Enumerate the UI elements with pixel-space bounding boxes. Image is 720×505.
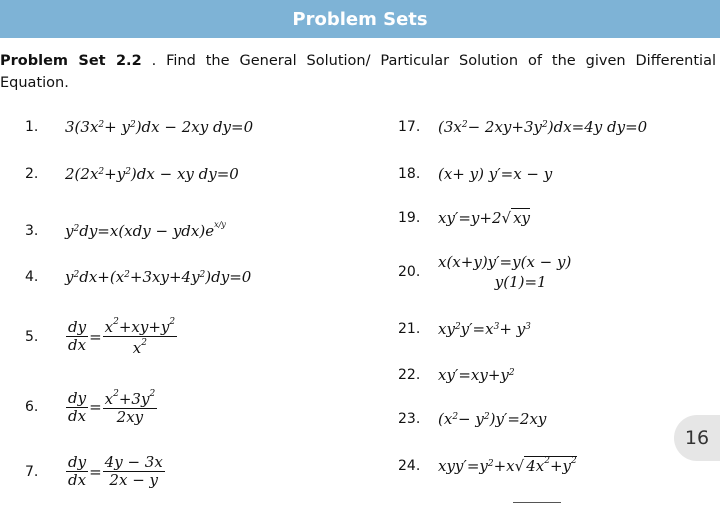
equation: xy′=y+2√ xy bbox=[438, 208, 530, 227]
problem-number: 4. bbox=[25, 269, 39, 285]
problem-3 bbox=[25, 219, 226, 240]
problem-22 bbox=[398, 366, 515, 384]
divider bbox=[513, 502, 561, 503]
problem-7 bbox=[25, 454, 166, 489]
equation: (x $^2$ − y $^2$ )y′=2xy bbox=[438, 410, 547, 428]
problem-number: 24. bbox=[398, 457, 421, 474]
problem-number: 6. bbox=[25, 399, 39, 415]
equation: xyy′=y $^2$ +x√ $4x^2+y^2$ bbox=[438, 456, 577, 475]
problem-4 bbox=[25, 268, 251, 286]
problem-1 bbox=[25, 118, 253, 136]
problem-number: 7. bbox=[25, 463, 39, 480]
equation: 3(3x $^2$ + y $^2$ )dx − 2xy dy=0 bbox=[65, 118, 254, 136]
problem-number: 17. bbox=[398, 119, 421, 135]
problem-18 bbox=[398, 165, 552, 183]
problem-number: 22. bbox=[398, 367, 421, 383]
equation: x(x+y)y′=y(x − y) y(1)=1 bbox=[438, 253, 572, 291]
page-title: Problem Sets bbox=[292, 8, 428, 30]
equation: $\frac{dy}{dx}$ = $\frac{x^2+3y^2}{2xy}$ bbox=[68, 388, 156, 426]
problem-number: 18. bbox=[398, 166, 421, 182]
problem-19 bbox=[398, 208, 530, 227]
problem-number: 19. bbox=[398, 209, 421, 226]
problem-23 bbox=[398, 410, 546, 428]
problem-24 bbox=[398, 456, 577, 475]
problem-5 bbox=[25, 316, 178, 357]
problem-number: 5. bbox=[25, 328, 39, 345]
problem-number: 3. bbox=[25, 223, 39, 239]
header-bar bbox=[0, 0, 720, 38]
equation: xy′=xy+y $^2$ bbox=[438, 366, 515, 384]
problem-6 bbox=[25, 388, 158, 426]
equation: (x+ y) y′=x − y bbox=[438, 165, 553, 183]
instructions bbox=[0, 50, 716, 94]
problem-20 bbox=[398, 252, 571, 292]
problem-number: 21. bbox=[398, 321, 421, 337]
problem-number: 20. bbox=[398, 264, 421, 280]
equation: 2(2x $^2$ +y $^2$ )dx − xy dy=0 bbox=[65, 165, 239, 183]
instructions-text: . Find the General Solution/ Particular Solution of the given Differential Equation. bbox=[0, 53, 716, 91]
problem-set-label: Problem Set 2.2 bbox=[0, 53, 142, 69]
problem-number: 23. bbox=[398, 411, 421, 427]
equation: $\frac{dy}{dx}$ = $\frac{4y - 3x}{2x - y}$ bbox=[68, 453, 163, 489]
problem-17 bbox=[398, 118, 647, 136]
page-number-badge: 16 bbox=[674, 415, 720, 461]
equation: (3x $^2$ − 2xy+3y $^2$ )dx=4y dy=0 bbox=[438, 118, 648, 136]
problem-number: 2. bbox=[25, 166, 39, 182]
equation: $\frac{dy}{dx}$ = $\frac{x^2+xy+y^2}{x^2}$ bbox=[68, 317, 176, 357]
problem-number: 1. bbox=[25, 119, 39, 135]
equation: y $^2$ dx+(x $^2$ +3xy+4y $^2$ )dy=0 bbox=[65, 268, 252, 286]
problem-21 bbox=[398, 320, 531, 338]
problem-2 bbox=[25, 165, 239, 183]
equation: y $^2$ dy=x(xdy − ydx)e $^{x/y}$ bbox=[65, 219, 226, 240]
equation: xy $^2$ y′=x $^3$ + y $^3$ bbox=[438, 320, 531, 338]
